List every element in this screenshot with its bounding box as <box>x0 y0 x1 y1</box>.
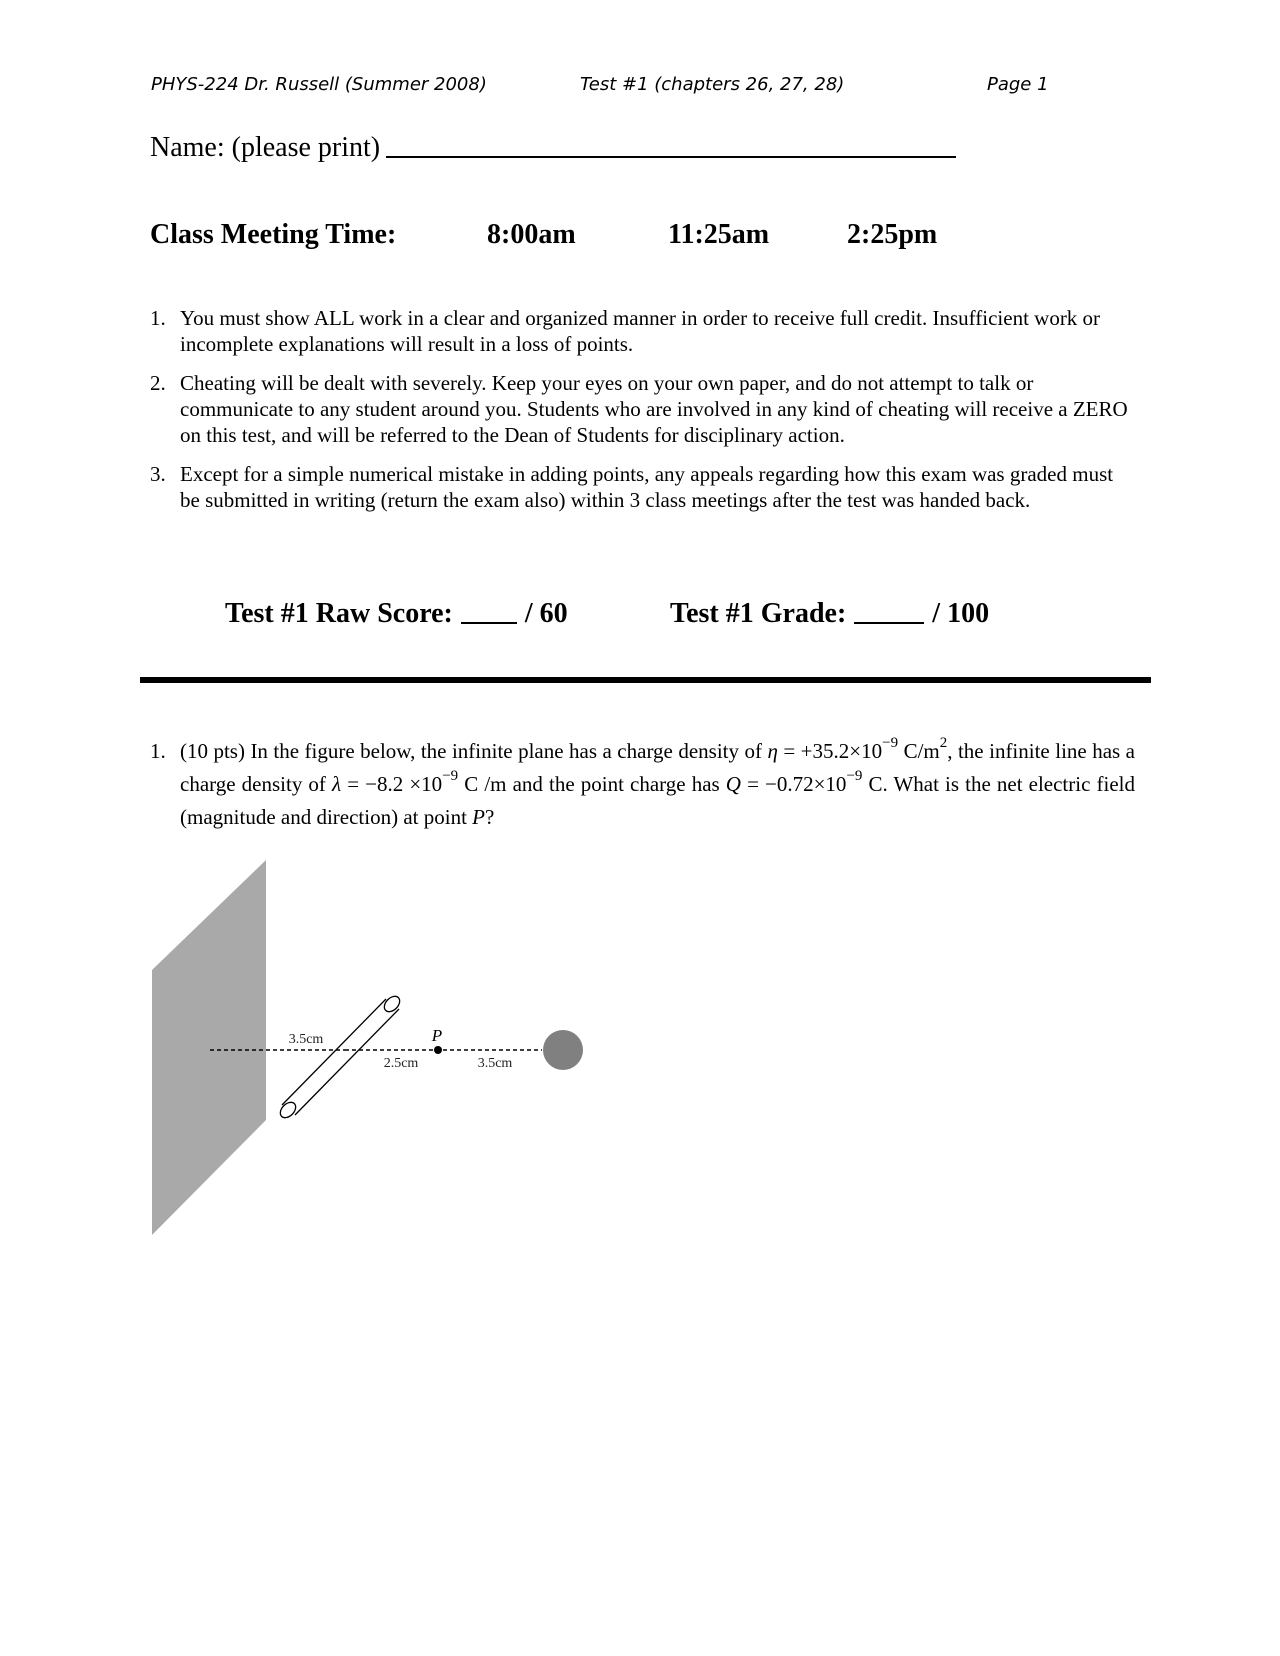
instruction-number: 3. <box>150 462 166 486</box>
class-meeting-label: Class Meeting Time: <box>150 219 397 250</box>
point-p-marker <box>434 1046 442 1054</box>
question-1 <box>150 735 1135 834</box>
raw-score <box>225 598 568 630</box>
instruction-item <box>150 305 1130 357</box>
class-time-option[interactable]: 8:00am <box>487 219 576 250</box>
name-input-line[interactable] <box>386 126 956 158</box>
header-test-title: Test #1 (chapters 26, 27, 28) <box>580 74 845 95</box>
class-time-option[interactable]: 2:25pm <box>847 219 938 250</box>
class-time-option[interactable]: 11:25am <box>668 219 770 250</box>
grade-total: / 100 <box>932 598 990 629</box>
distance-label-line-p: 2.5cm <box>383 1056 419 1071</box>
q-symbol: Q <box>725 772 741 796</box>
question-number: 1. <box>150 739 166 763</box>
instruction-text: Except for a simple numerical mistake in adding points, any appeals regarding how this exam was graded must be submitted in writing (return the exam also) within 3 class meetings after the test was handed back. <box>180 462 1114 512</box>
p-symbol: P <box>472 805 485 829</box>
raw-score-blank[interactable] <box>461 598 517 624</box>
infinite-plane <box>152 860 266 1235</box>
instruction-item <box>150 461 1130 513</box>
raw-score-total: / 60 <box>524 598 568 629</box>
instruction-number: 1. <box>150 306 166 330</box>
grade-label: Test #1 Grade: <box>670 598 847 629</box>
instruction-text: You must show ALL work in a clear and organized manner in order to receive full credit. Insufficient work or incomplete explanations will result in a loss of points. <box>180 306 1101 356</box>
distance-label-p-charge: 3.5cm <box>477 1056 513 1071</box>
name-field <box>150 126 956 164</box>
raw-score-label: Test #1 Raw Score: <box>225 598 453 629</box>
header-page-number: Page 1 <box>987 74 1049 95</box>
distance-label-plane-line: 3.5cm <box>288 1032 324 1047</box>
grade-score <box>670 598 989 630</box>
lambda-symbol: λ <box>332 772 342 796</box>
charge-figure <box>140 845 600 1245</box>
section-divider <box>140 677 1151 683</box>
name-label: Name: (please print) <box>150 132 381 163</box>
eta-symbol: η <box>767 739 778 763</box>
grade-blank[interactable] <box>854 598 924 624</box>
instruction-text: Cheating will be dealt with severely. Keep your eyes on your own paper, and do not attempt to talk or communicate to any student around you. Students who are involved in any kind of cheating will receive a ZERO on this test, and will be referred to the Dean of Students for disciplinary action. <box>180 371 1128 447</box>
instruction-item <box>150 370 1130 448</box>
point-p-label: P <box>431 1026 443 1045</box>
question-text: (10 pts) In the figure below, the infinite plane has a charge density of $\eta = +35.2\times 10^{-9}$ $C/m^2$, the infinite line has a charge density of $\lambda = -8.2 \times 10^{-9}$ C /m and the point charge has $Q = -0.72\times 10^{-9}$ C. What is the net electric field (magnitude and direction) at point P? <box>180 735 1135 829</box>
instruction-number: 2. <box>150 371 166 395</box>
header-course: PHYS-224 Dr. Russell (Summer 2008) <box>151 74 487 95</box>
point-charge <box>543 1030 583 1070</box>
